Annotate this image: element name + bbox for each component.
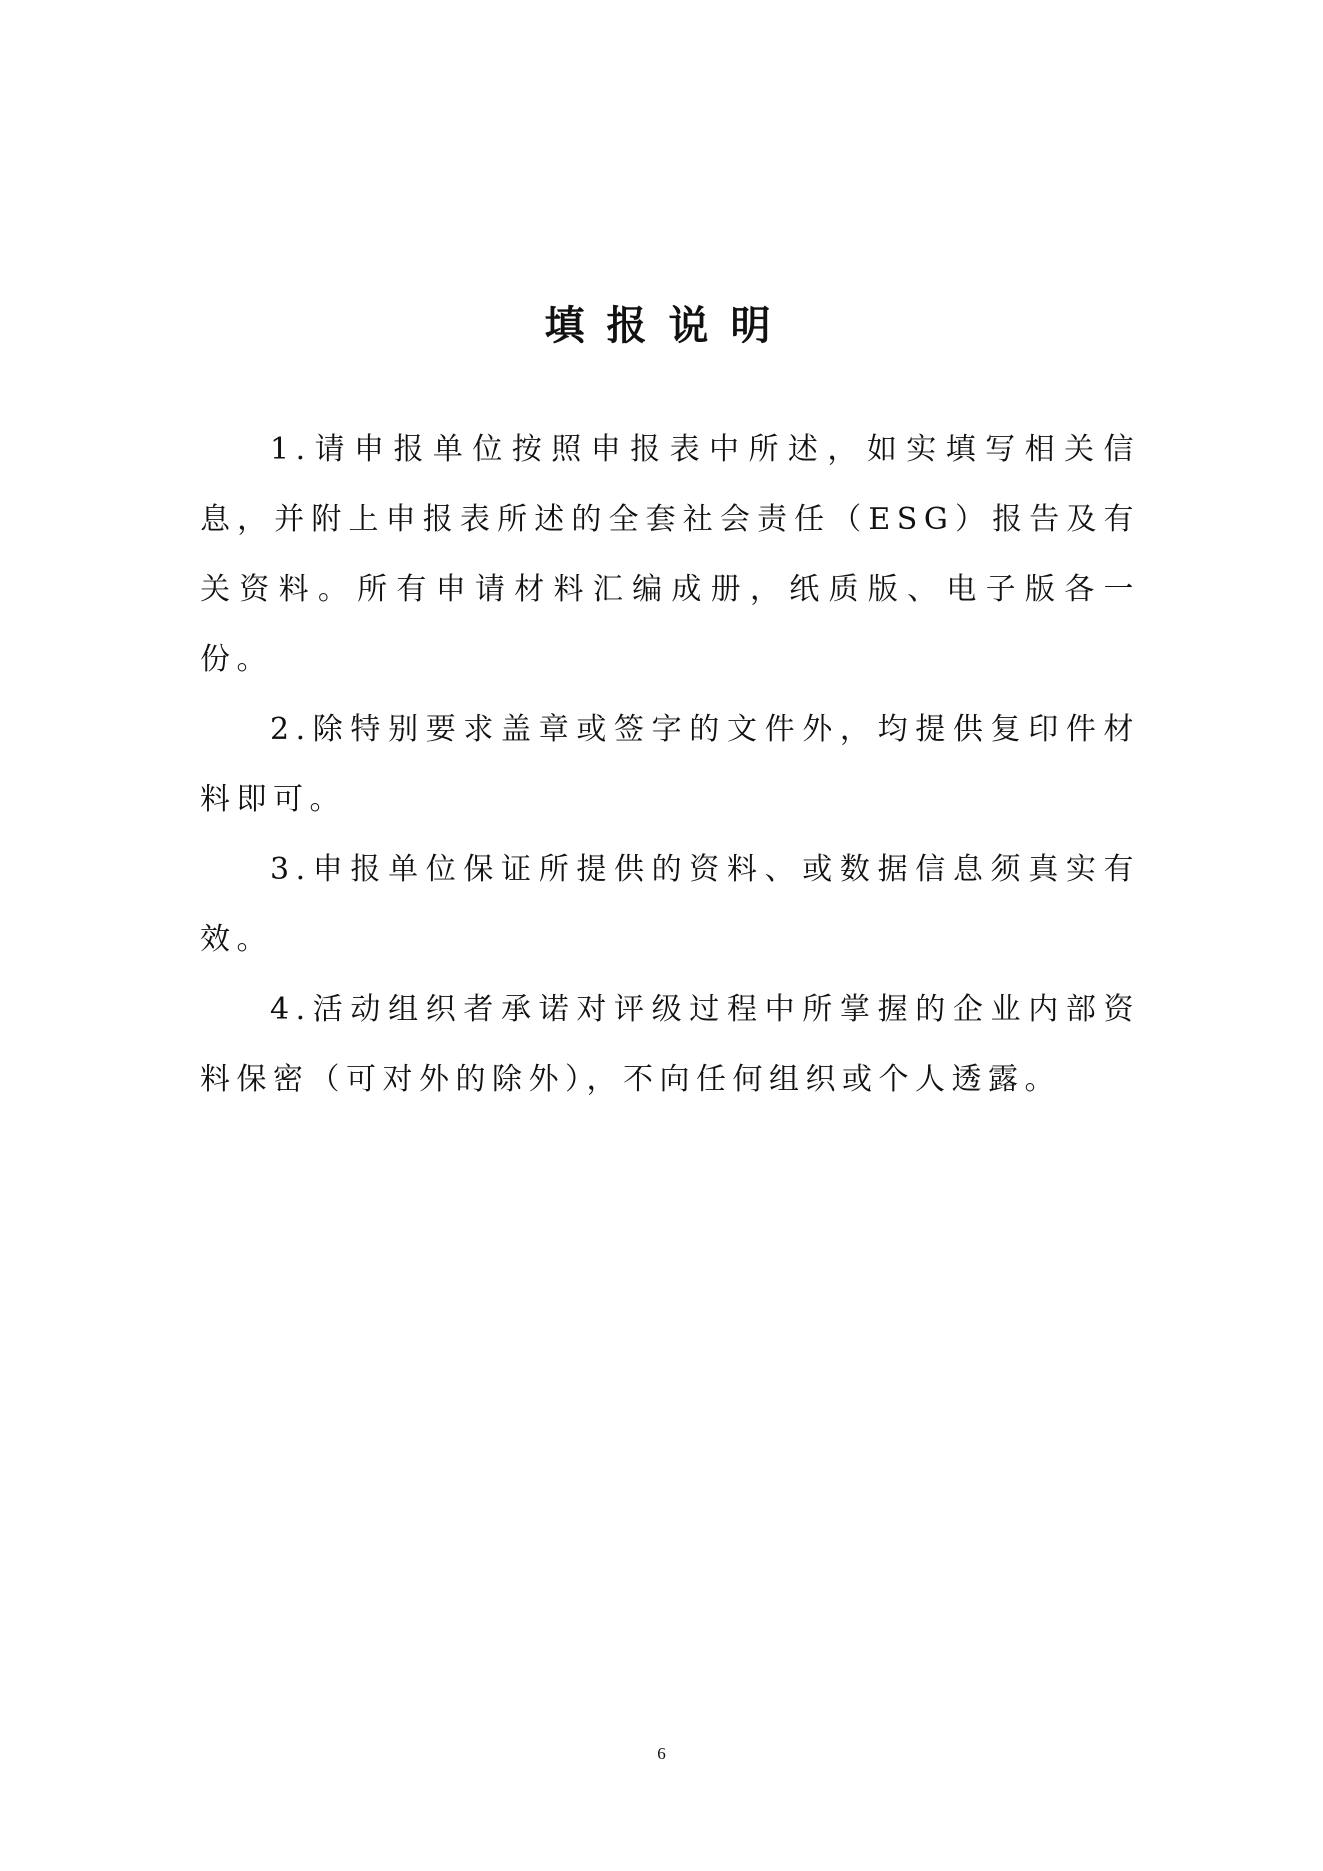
instruction-paragraph-3: 3.申报单位保证所提供的资料、或数据信息须真实有效。 (200, 852, 1140, 957)
instruction-paragraph-2: 2.除特别要求盖章或签字的文件外，均提供复印件材料即可。 (200, 712, 1140, 817)
document-title: 填报说明 (544, 302, 793, 349)
instructions-body (200, 415, 1140, 1115)
page-number: 6 (657, 1744, 666, 1763)
instruction-paragraph-4: 4.活动组织者承诺对评级过程中所掌握的企业内部资料保密（可对外的除外），不向任何组织或个人透露。 (200, 992, 1140, 1097)
instruction-paragraph-1: 1.请申报单位按照申报表中所述，如实填写相关信息，并附上申报表所述的全套社会责任（ESG）报告及有关资料。所有申请材料汇编成册，纸质版、电子版各一份。 (200, 432, 1140, 677)
